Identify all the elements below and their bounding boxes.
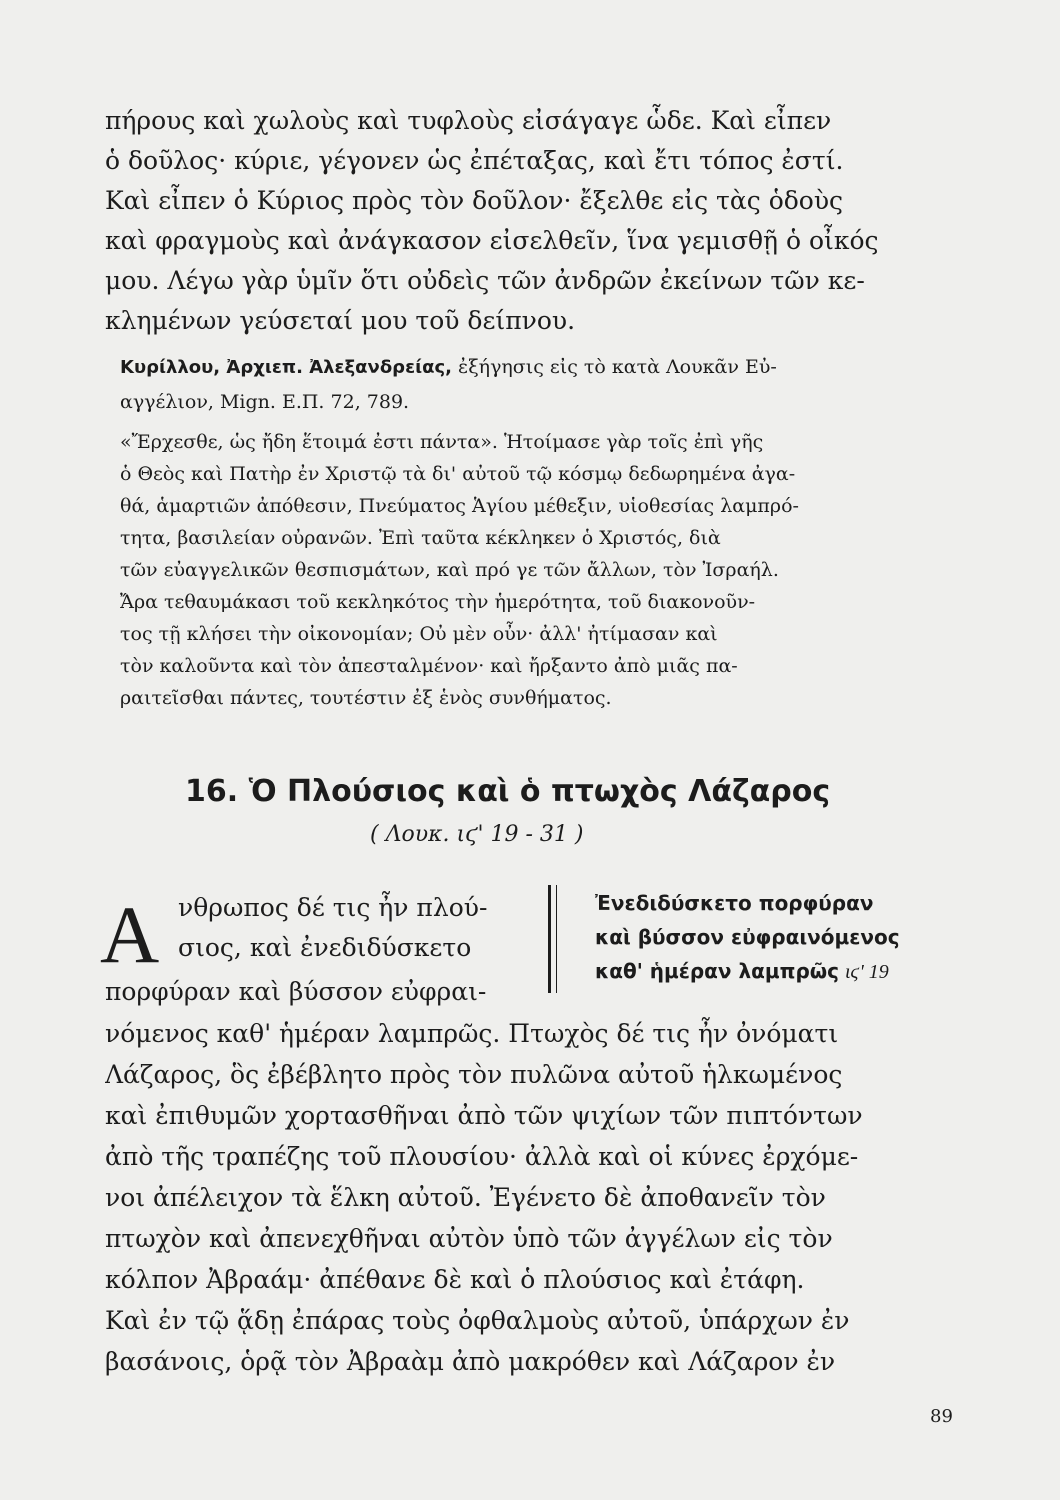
commentary-line: ὁ Θεὸς καὶ Πατὴρ ἐν Χριστῷ τὰ δι' αὐτοῦ τῷ κόσμῳ δεδωρημένα ἀγα- [120,463,796,485]
sidebar-rule [556,885,557,993]
commentary-heading [120,353,935,382]
text-line: βασάνοις, ὁρᾷ τὸν Ἀβραὰμ ἀπὸ μακρόθεν καὶ Λάζαρον ἐν [105,1347,836,1376]
commentary-source: αγγέλιον, Mign. Ε.Π. 72, 789. [120,391,410,413]
text-line: πορφύραν καὶ βύσσον εὐφραι- [105,977,487,1006]
drop-cap: Α [100,889,160,980]
sidebar-line: Ἐνεδιδύσκετο πορφύραν [595,891,874,915]
text-line: καὶ ἐπιθυμῶν χορτασθῆναι ἀπὸ τῶν ψιχίων τῶν πιπτόντων [105,1101,863,1130]
commentary-line: «Ἔρχεσθε, ὡς ἤδη ἕτοιμά ἐστι πάντα». Ἡτοίμασε γὰρ τοῖς ἐπὶ γῆς [120,431,764,453]
scripture-reference: ( Λουκ. ιϛ' 19 - 31 ) [370,822,584,847]
text-line: νθρωπος δέ τις ἦν πλού- [178,893,488,922]
text-line: κλημένων γεύσεταί μου τοῦ δείπνου. [105,306,576,335]
commentary-line: τητα, βασιλείαν οὐρανῶν. Ἐπὶ ταῦτα κέκληκεν ὁ Χριστός, διὰ [120,527,721,549]
commentary-line: θά, ἁμαρτιῶν ἀπόθεσιν, Πνεύματος Ἁγίου μέθεξιν, υἱοθεσίας λαμπρό- [120,495,799,517]
text-line: Καὶ ἐν τῷ ᾅδῃ ἐπάρας τοὺς ὀφθαλμοὺς αὐτοῦ, ὑπάρχων ἐν [105,1306,850,1335]
text-line: σιος, καὶ ἐνεδιδύσκετο [178,933,472,962]
text-line: Λάζαρος, ὃς ἐβέβλητο πρὸς τὸν πυλῶνα αὐτοῦ ἡλκωμένος [105,1060,843,1089]
sidebar-line: καὶ βύσσον εὐφραινόμενος [595,925,900,949]
commentary-line: τὸν καλοῦντα καὶ τὸν ἀπεσταλμένον· καὶ ἤρξαντο ἀπὸ μιᾶς πα- [120,655,738,677]
commentary-line: ραιτεῖσθαι πάντες, τουτέστιν ἐξ ἑνὸς συνθήματος. [120,687,612,709]
sidebar-rule [548,885,551,993]
commentary-line: Ἄρα τεθαυμάκασι τοῦ κεκληκότος τὴν ἡμερότητα, τοῦ διακονοῦν- [120,591,756,613]
text-line: νόμενος καθ' ἡμέραν λαμπρῶς. Πτωχὸς δέ τις ἦν ὀνόματι [105,1019,839,1048]
text-line: καὶ φραγμοὺς καὶ ἀνάγκασον εἰσελθεῖν, ἵνα γεμισθῇ ὁ οἶκός [105,226,879,255]
text-line: πτωχὸν καὶ ἀπενεχθῆναι αὐτὸν ὑπὸ τῶν ἀγγέλων εἰς τὸν [105,1224,833,1253]
commentary-line: τος τῇ κλήσει τὴν οἰκονομίαν; Οὐ μὲν οὖν· ἀλλ' ἠτίμασαν καὶ [120,623,718,645]
sidebar-line [595,954,965,989]
text-line: ἀπὸ τῆς τραπέζης τοῦ πλουσίου· ἀλλὰ καὶ οἱ κύνες ἐρχόμε- [105,1142,859,1171]
text-line: μου. Λέγω γὰρ ὑμῖν ὅτι οὐδεὶς τῶν ἀνδρῶν ἐκείνων τῶν κε- [105,266,865,295]
commentary-title: ἐξήγησις εἰς τὸ κατὰ Λουκᾶν Εὐ- [451,356,777,378]
commentary-author: Κυρίλλου, Ἀρχιεπ. Ἀλεξανδρείας, [120,357,452,378]
text-line: κόλπον Ἀβραάμ· ἀπέθανε δὲ καὶ ὁ πλούσιος καὶ ἐτάφη. [105,1265,805,1294]
verse-reference: ιϛ' 19 [845,961,889,983]
sidebar-line-text: καθ' ἡμέραν λαμπρῶς [595,959,839,983]
text-line: νοι ἀπέλειχον τὰ ἕλκη αὐτοῦ. Ἐγένετο δὲ ἀποθανεῖν τὸν [105,1183,826,1212]
page-number: 89 [930,1406,953,1427]
text-line: Καὶ εἶπεν ὁ Κύριος πρὸς τὸν δοῦλον· ἔξελθε εἰς τὰς ὁδοὺς [105,186,844,215]
text-line: ὁ δοῦλος· κύριε, γέγονεν ὡς ἐπέταξας, καὶ ἔτι τόπος ἐστί. [105,146,844,175]
section-title: 16. Ὁ Πλούσιος καὶ ὁ πτωχὸς Λάζαρος [185,774,831,809]
text-line: πήρους καὶ χωλοὺς καὶ τυφλοὺς εἰσάγαγε ὧδε. Καὶ εἶπεν [105,106,832,135]
commentary-line: τῶν εὐαγγελικῶν θεσπισμάτων, καὶ πρό γε τῶν ἄλλων, τὸν Ἰσραήλ. [120,559,779,581]
